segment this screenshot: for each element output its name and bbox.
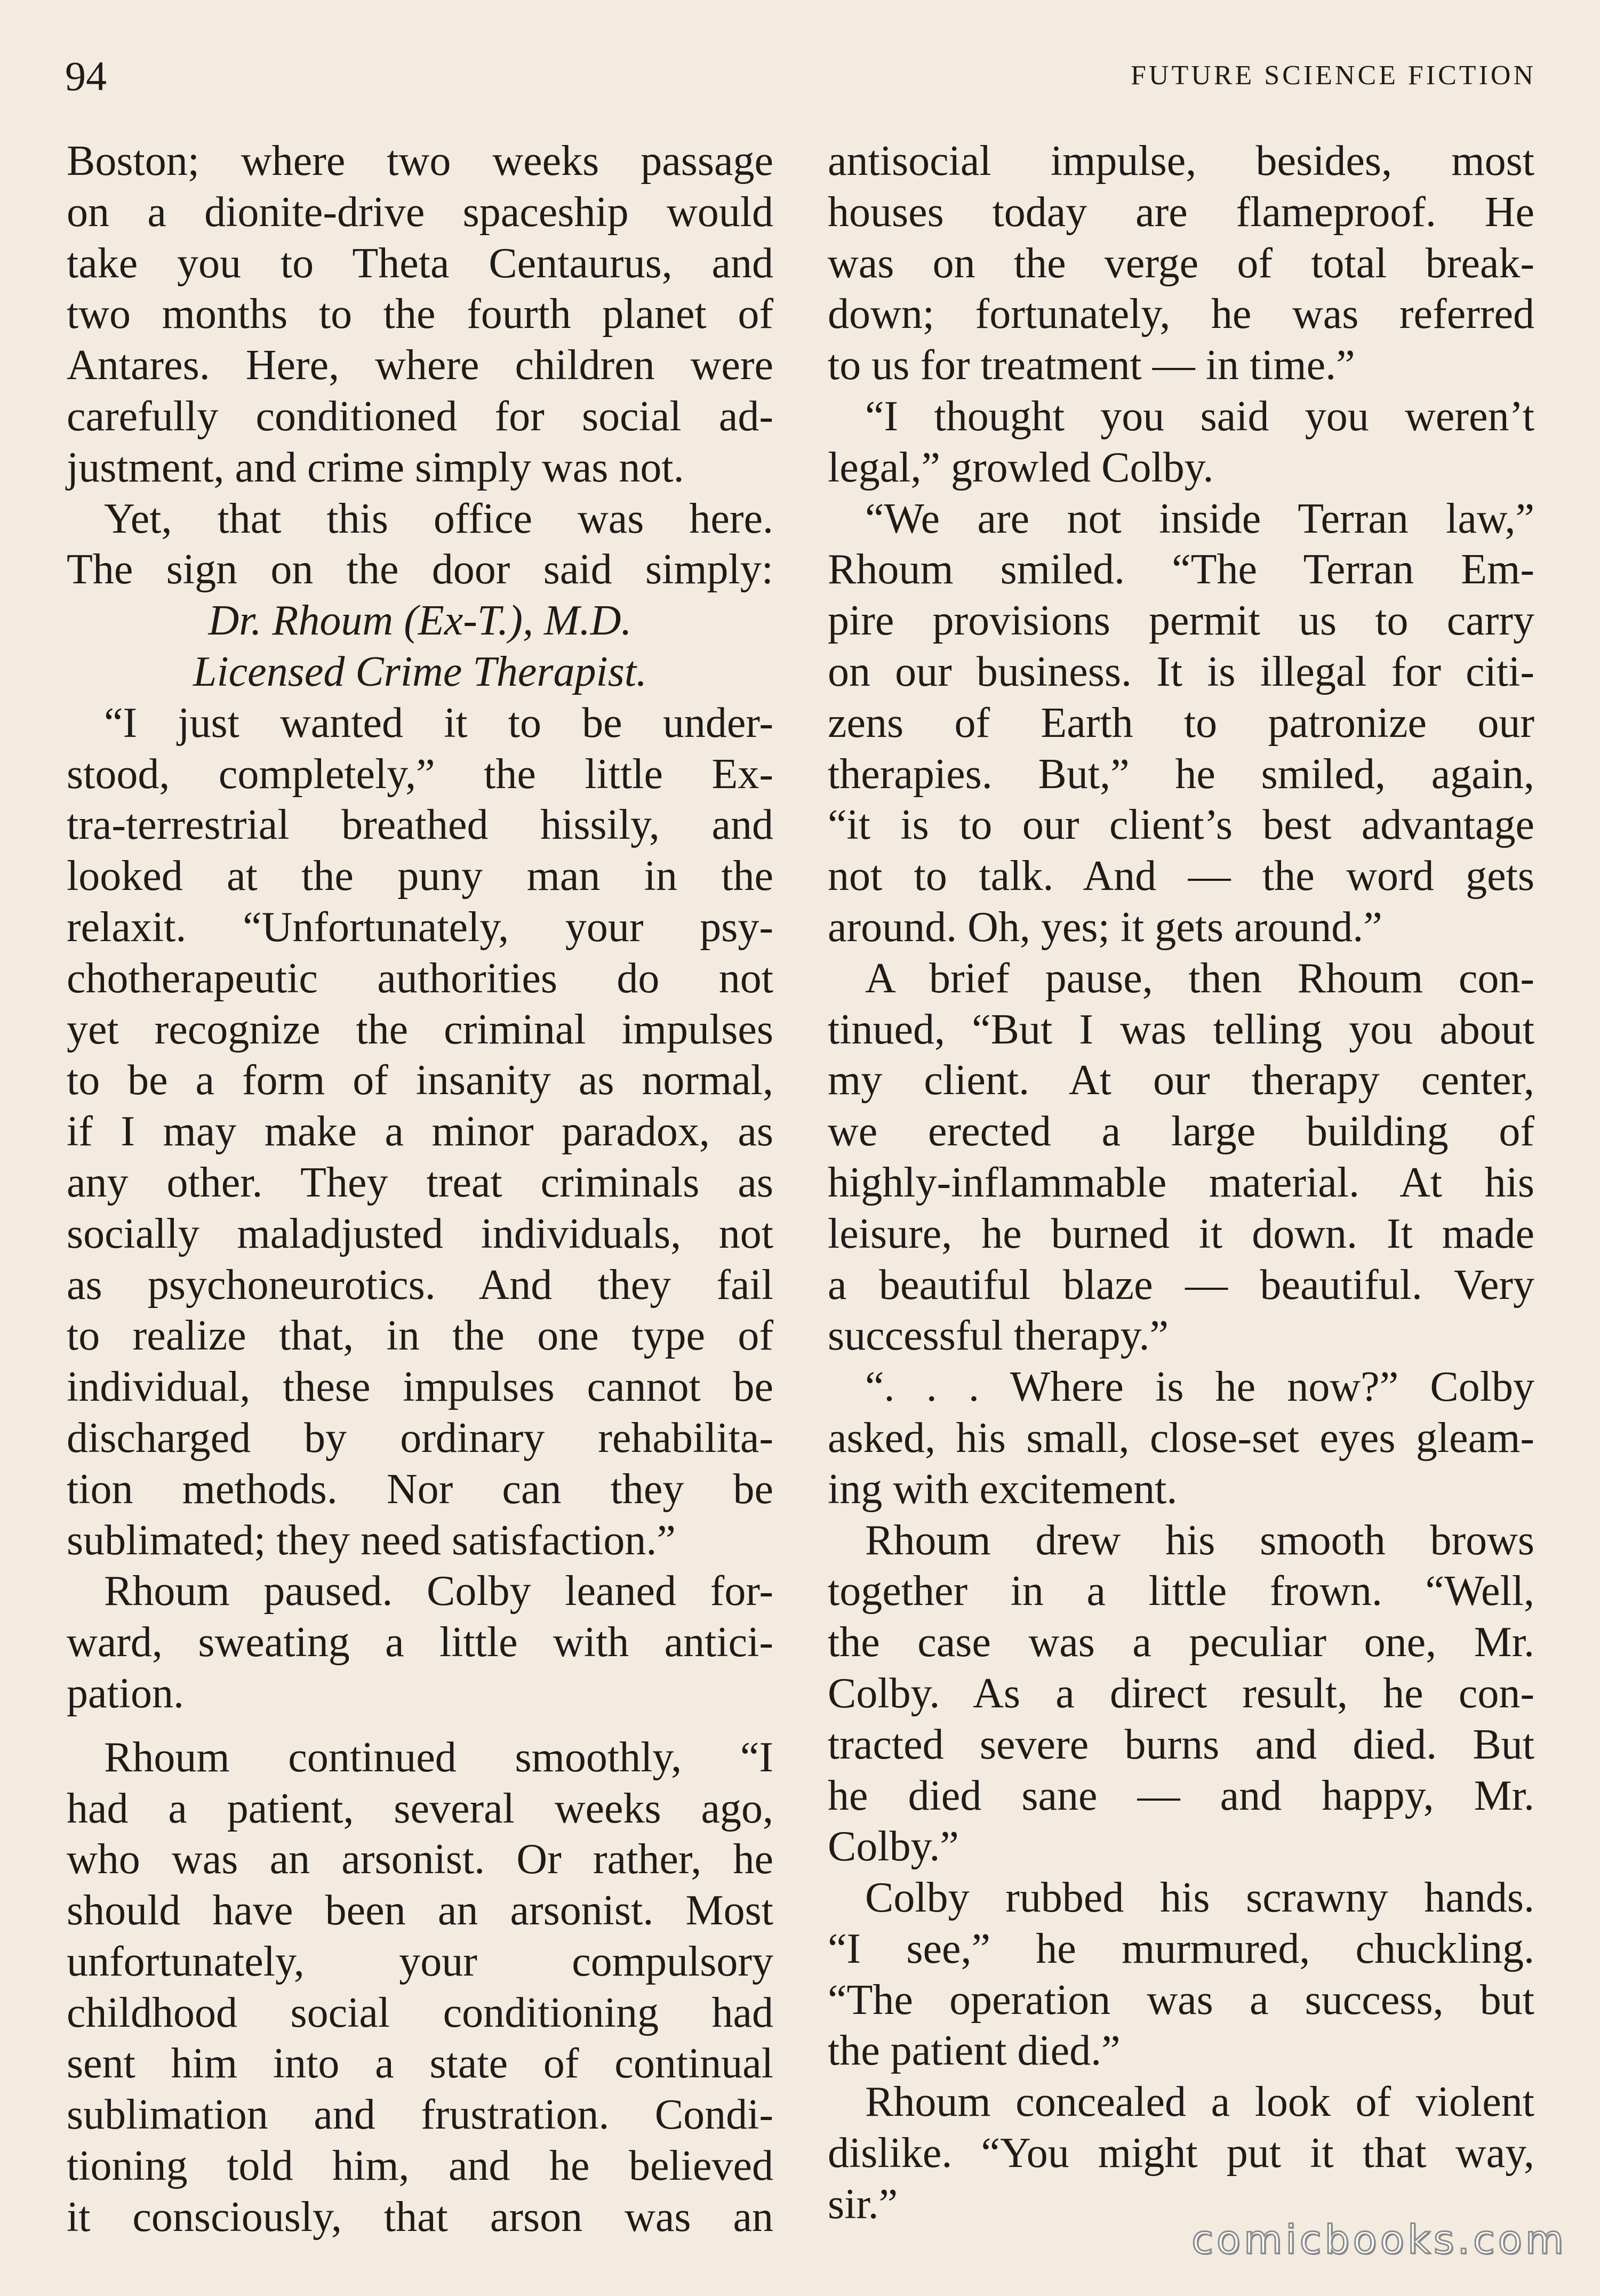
text-line: pire provisions permit us to carry	[828, 597, 1534, 645]
text-line: my client. At our therapy center,	[828, 1057, 1534, 1104]
text-line: the case was a peculiar one, Mr.	[828, 1619, 1534, 1666]
text-line: antisocial impulse, besides, most	[828, 138, 1534, 184]
text-line: to us for treatment — in time.”	[828, 342, 1355, 389]
text-line: Rhoum concealed a look of violent	[865, 2078, 1534, 2126]
text-line: individual, these impulses cannot be	[67, 1363, 773, 1411]
text-line: on a dionite-drive spaceship would	[67, 188, 773, 236]
text-line: “it is to our client’s best advantage	[828, 801, 1534, 849]
text-line: the patient died.”	[828, 2027, 1121, 2075]
text-line: therapies. But,” he smiled, again,	[828, 750, 1534, 798]
text-line: Rhoum smiled. “The Terran Em-	[828, 546, 1534, 593]
text-line: The sign on the door said simply:	[67, 546, 773, 593]
text-line: ward, sweating a little with antici-	[67, 1619, 773, 1666]
text-line: carefully conditioned for social ad-	[67, 392, 773, 440]
text-line: sublimation and frustration. Condi-	[67, 2091, 773, 2139]
text-line: successful therapy.”	[828, 1312, 1169, 1360]
text-line: we erected a large building of	[828, 1108, 1534, 1155]
text-line: two months to the fourth planet of	[67, 291, 773, 338]
text-line: if I may make a minor paradox, as	[67, 1108, 773, 1155]
text-line: looked at the puny man in the	[67, 853, 773, 900]
text-line: not to talk. And — the word gets	[828, 853, 1534, 900]
text-line: asked, his small, close-set eyes gleam-	[828, 1414, 1534, 1462]
text-line: “I see,” he murmured, chuckling.	[828, 1925, 1534, 1972]
text-line: as psychoneurotics. And they fail	[67, 1261, 773, 1308]
text-line: tra-terrestrial breathed hissily, and	[67, 801, 773, 849]
text-line: Rhoum drew his smooth brows	[865, 1516, 1534, 1564]
text-line: around. Oh, yes; it gets around.”	[828, 903, 1382, 951]
text-line: take you to Theta Centaurus, and	[67, 239, 773, 287]
page-number: 94	[65, 53, 107, 99]
right-column	[828, 136, 1534, 2230]
text-line: Yet, that this office was here.	[104, 495, 773, 542]
text-line: childhood social conditioning had	[67, 1989, 773, 2036]
text-line: tioning told him, and he believed	[67, 2142, 773, 2190]
running-head: FUTURE SCIENCE FICTION	[1130, 60, 1536, 91]
text-line: highly-inflammable material. At his	[828, 1159, 1534, 1206]
text-line: to be a form of insanity as normal,	[67, 1057, 773, 1104]
text-line: ing with excitement.	[828, 1465, 1178, 1513]
text-line: leisure, he burned it down. It made	[828, 1210, 1534, 1257]
text-line: A brief pause, then Rhoum con-	[865, 954, 1534, 1002]
text-line: tracted severe burns and died. But	[828, 1721, 1534, 1768]
text-line: to realize that, in the one type of	[67, 1312, 773, 1360]
text-line: “I just wanted it to be under-	[104, 699, 773, 746]
text-line: houses today are flameproof. He	[828, 188, 1534, 236]
watermark-logo: comicbooks.com	[1191, 2217, 1567, 2263]
text-line: yet recognize the criminal impulses	[67, 1006, 773, 1053]
text-line: “The operation was a success, but	[828, 1976, 1534, 2024]
text-line: Boston; where two weeks passage	[67, 138, 773, 184]
text-line: “I thought you said you weren’t	[865, 392, 1534, 440]
text-line: Colby.”	[828, 1823, 959, 1870]
text-line: together in a little frown. “Well,	[828, 1568, 1534, 1615]
text-line: socially maladjusted individuals, not	[67, 1210, 773, 1257]
text-line: discharged by ordinary rehabilita-	[67, 1414, 773, 1462]
text-line: any other. They treat criminals as	[67, 1159, 773, 1206]
text-line: it consciously, that arson was an	[67, 2193, 773, 2241]
text-line: was on the verge of total break-	[828, 239, 1534, 287]
text-line: relaxit. “Unfortunately, your psy-	[67, 903, 773, 951]
sign-line: Licensed Crime Therapist.	[193, 648, 647, 695]
text-line: should have been an arsonist. Most	[67, 1887, 773, 1934]
left-column	[67, 136, 773, 2243]
text-line: a beautiful blaze — beautiful. Very	[828, 1261, 1534, 1308]
text-line: zens of Earth to patronize our	[828, 699, 1534, 746]
text-line: Colby rubbed his scrawny hands.	[865, 1874, 1534, 1922]
text-line: sir.”	[828, 2180, 898, 2228]
text-line: Colby. As a direct result, he con-	[828, 1669, 1534, 1717]
text-line: Rhoum paused. Colby leaned for-	[104, 1568, 773, 1615]
text-line: chotherapeutic authorities do not	[67, 954, 773, 1002]
text-line: tion methods. Nor can they be	[67, 1465, 773, 1513]
text-line: Antares. Here, where children were	[67, 342, 773, 389]
text-line: pation.	[67, 1669, 184, 1717]
text-line: stood, completely,” the little Ex-	[67, 750, 773, 798]
text-line: dislike. “You might put it that way,	[828, 2130, 1534, 2177]
text-line: Rhoum continued smoothly, “I	[104, 1733, 773, 1781]
text-line: “We are not inside Terran law,”	[865, 495, 1534, 542]
text-line: tinued, “But I was telling you about	[828, 1006, 1534, 1053]
text-line: sent him into a state of continual	[67, 2040, 773, 2088]
sign-line: Dr. Rhoum (Ex-T.), M.D.	[208, 597, 632, 645]
text-line: justment, and crime simply was not.	[67, 444, 684, 491]
text-line: down; fortunately, he was referred	[828, 291, 1534, 338]
text-line: “. . . Where is he now?” Colby	[865, 1363, 1534, 1411]
text-line: on our business. It is illegal for citi-	[828, 648, 1534, 695]
text-line: had a patient, several weeks ago,	[67, 1785, 773, 1832]
text-line: legal,” growled Colby.	[828, 444, 1214, 491]
text-line: he died sane — and happy, Mr.	[828, 1772, 1534, 1819]
text-line: who was an arsonist. Or rather, he	[67, 1836, 773, 1883]
text-line: unfortunately, your compulsory	[67, 1938, 773, 1985]
text-line: sublimated; they need satisfaction.”	[67, 1516, 676, 1564]
